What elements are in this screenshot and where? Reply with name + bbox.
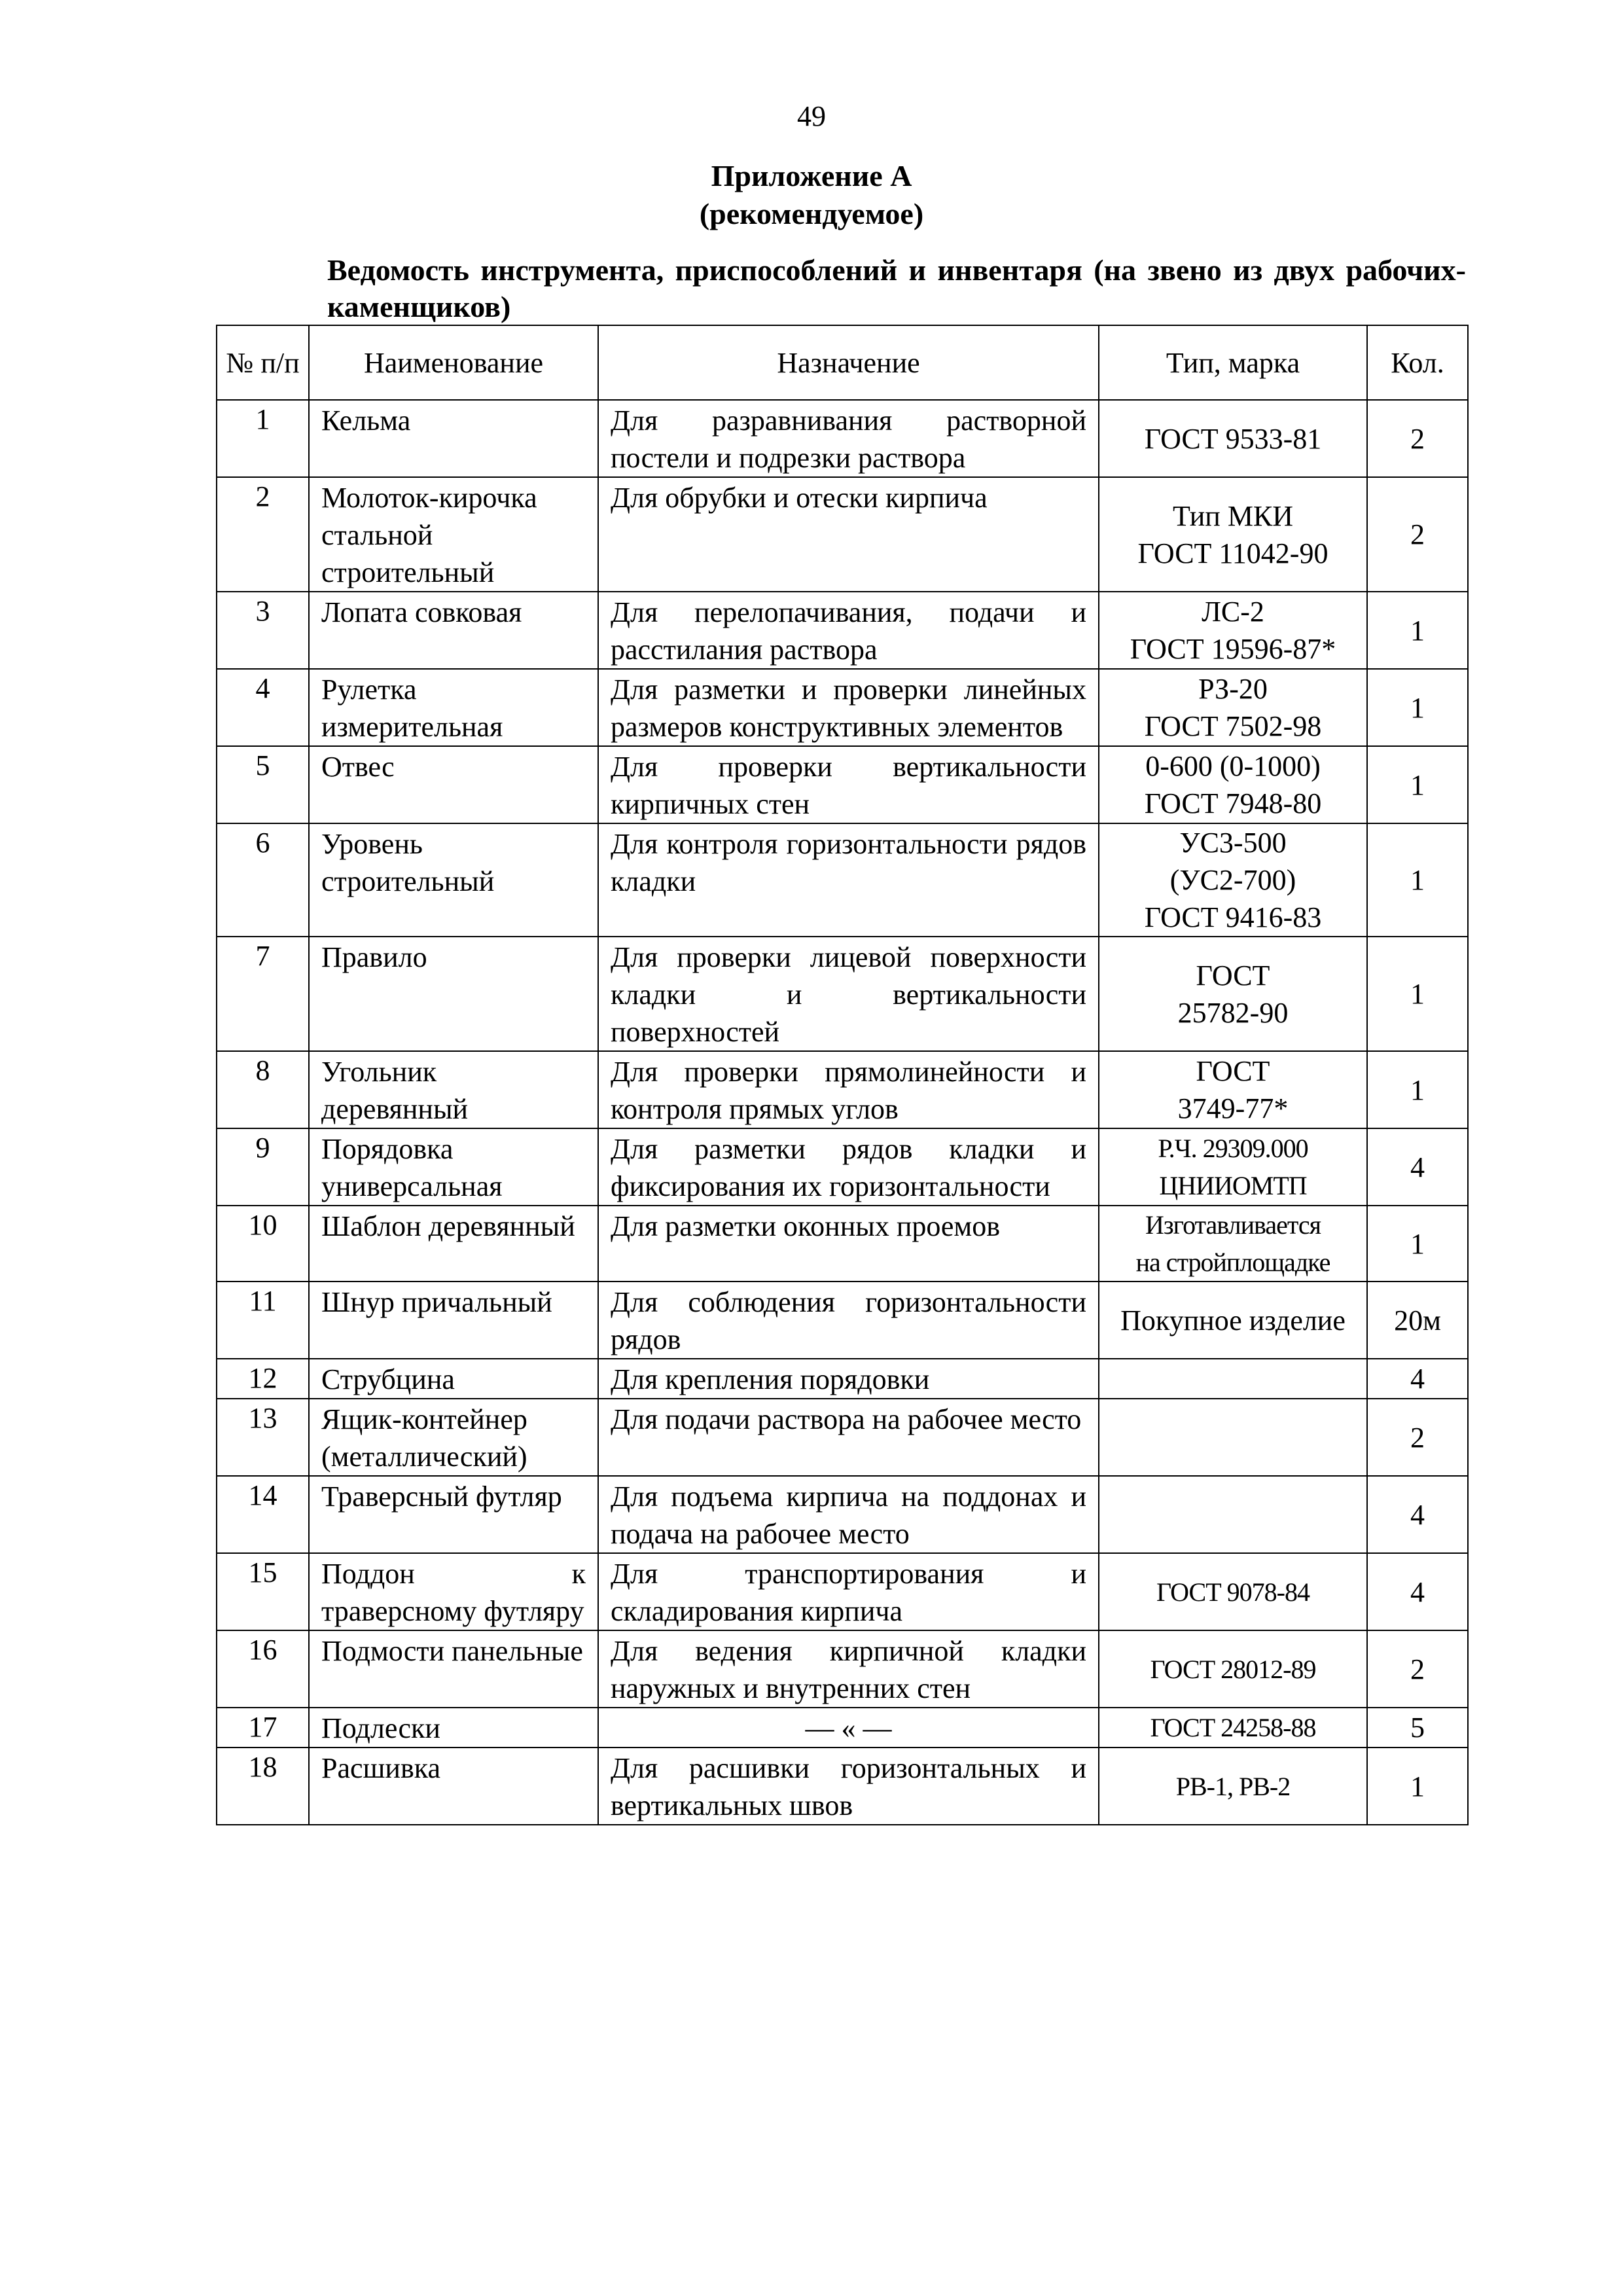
row-type: Тип МКИ ГОСТ 11042-90 [1099, 477, 1367, 592]
row-purpose: Для крепления порядовки [598, 1359, 1099, 1399]
row-type: ГОСТ 24258-88 [1099, 1708, 1367, 1748]
row-qty: 5 [1367, 1708, 1468, 1748]
row-qty: 1 [1367, 1748, 1468, 1825]
row-qty: 1 [1367, 937, 1468, 1051]
row-type: ГОСТ 9533-81 [1099, 400, 1367, 477]
row-number: 8 [217, 1051, 309, 1128]
row-type: ГОСТ 25782-90 [1099, 937, 1367, 1051]
row-name: Шнур причальный [309, 1282, 598, 1359]
table-row [217, 1282, 1468, 1359]
table-header-row [217, 325, 1468, 400]
table-row [217, 669, 1468, 746]
table-row [217, 1359, 1468, 1399]
row-name: Угольник деревянный [309, 1051, 598, 1128]
row-purpose: Для разметки оконных проемов [598, 1206, 1099, 1282]
row-qty: 1 [1367, 592, 1468, 669]
row-qty: 4 [1367, 1476, 1468, 1553]
row-type: 0-600 (0-1000) ГОСТ 7948-80 [1099, 746, 1367, 823]
row-name: Уровень строительный [309, 823, 598, 937]
row-name: Порядовка универсальная [309, 1128, 598, 1206]
row-name: Расшивка [309, 1748, 598, 1825]
header-type: Тип, марка [1099, 325, 1367, 400]
table-row [217, 1206, 1468, 1282]
row-type: ГОСТ 3749-77* [1099, 1051, 1367, 1128]
row-number: 6 [217, 823, 309, 937]
row-purpose: Для контроля горизонтальности рядов кладки [598, 823, 1099, 937]
row-purpose: Для соблюдения горизонтальности рядов [598, 1282, 1099, 1359]
row-number: 9 [217, 1128, 309, 1206]
table-row [217, 1399, 1468, 1476]
table-row [217, 1630, 1468, 1708]
row-name: Отвес [309, 746, 598, 823]
row-qty: 1 [1367, 1206, 1468, 1282]
table-row [217, 937, 1468, 1051]
row-purpose: — « — [598, 1708, 1099, 1748]
header-purpose: Назначение [598, 325, 1099, 400]
table-row [217, 1476, 1468, 1553]
row-number: 11 [217, 1282, 309, 1359]
table-row [217, 1708, 1468, 1748]
row-qty: 1 [1367, 746, 1468, 823]
row-qty: 2 [1367, 477, 1468, 592]
row-type: ГОСТ 9078-84 [1099, 1553, 1367, 1630]
row-name: Молоток-кирочка стальной строительный [309, 477, 598, 592]
row-purpose: Для подъема кирпича на поддонах и подача на рабочее место [598, 1476, 1099, 1553]
table-row [217, 1051, 1468, 1128]
row-name: Шаблон деревянный [309, 1206, 598, 1282]
row-name: Подлески [309, 1708, 598, 1748]
header-name: Наименование [309, 325, 598, 400]
row-qty: 1 [1367, 1051, 1468, 1128]
row-qty: 2 [1367, 1630, 1468, 1708]
row-number: 2 [217, 477, 309, 592]
row-type [1099, 1476, 1367, 1553]
row-purpose: Для транспортирования и складирования кирпича [598, 1553, 1099, 1630]
row-type: Изготавливается на стройплощадке [1099, 1206, 1367, 1282]
row-type: Р.Ч. 29309.000 ЦНИИОМТП [1099, 1128, 1367, 1206]
row-purpose: Для разметки и проверки линейных размеров конструктивных элементов [598, 669, 1099, 746]
row-purpose: Для расшивки горизонтальных и вертикальных швов [598, 1748, 1099, 1825]
row-name: Лопата совковая [309, 592, 598, 669]
row-type: Покупное изделие [1099, 1282, 1367, 1359]
row-number: 15 [217, 1553, 309, 1630]
table-caption: Ведомость инструмента, приспособлений и инвентаря (на звено из двух рабочих-каменщиков) [327, 253, 1466, 323]
row-number: 4 [217, 669, 309, 746]
row-qty: 2 [1367, 1399, 1468, 1476]
row-type: УС3-500 (УС2-700) ГОСТ 9416-83 [1099, 823, 1367, 937]
appendix-subtitle: (рекомендуемое) [699, 197, 924, 230]
row-type: ГОСТ 28012-89 [1099, 1630, 1367, 1708]
tools-table [216, 325, 1469, 1825]
row-number: 1 [217, 400, 309, 477]
row-type: РВ-1, РВ-2 [1099, 1748, 1367, 1825]
row-purpose: Для ведения кирпичной кладки наружных и внутренних стен [598, 1630, 1099, 1708]
table-row [217, 1128, 1468, 1206]
table-row [217, 1748, 1468, 1825]
row-type [1099, 1399, 1367, 1476]
row-number: 17 [217, 1708, 309, 1748]
row-qty: 1 [1367, 669, 1468, 746]
row-number: 5 [217, 746, 309, 823]
row-purpose: Для проверки вертикальности кирпичных стен [598, 746, 1099, 823]
row-type: РЗ-20 ГОСТ 7502-98 [1099, 669, 1367, 746]
header-number: № п/п [217, 325, 309, 400]
row-purpose: Для проверки лицевой поверхности кладки и вертикальности поверхностей [598, 937, 1099, 1051]
row-name: Рулетка измерительная [309, 669, 598, 746]
row-type [1099, 1359, 1367, 1399]
row-qty: 2 [1367, 400, 1468, 477]
row-number: 18 [217, 1748, 309, 1825]
row-purpose: Для подачи раствора на рабочее место [598, 1399, 1099, 1476]
row-qty: 1 [1367, 823, 1468, 937]
table-row [217, 477, 1468, 592]
row-purpose: Для перелопачивания, подачи и расстилания раствора [598, 592, 1099, 669]
row-name: Кельма [309, 400, 598, 477]
row-number: 12 [217, 1359, 309, 1399]
row-purpose: Для разметки рядов кладки и фиксирования их горизонтальности [598, 1128, 1099, 1206]
table-row [217, 746, 1468, 823]
table-row [217, 1553, 1468, 1630]
row-purpose: Для разравнивания растворной постели и подрезки раствора [598, 400, 1099, 477]
page-number: 49 [797, 100, 826, 132]
row-name: Поддон к траверсному футляру [309, 1553, 598, 1630]
row-name: Траверсный футляр [309, 1476, 598, 1553]
row-number: 13 [217, 1399, 309, 1476]
row-type: ЛС-2 ГОСТ 19596-87* [1099, 592, 1367, 669]
row-qty: 4 [1367, 1553, 1468, 1630]
appendix-title: Приложение А [711, 159, 912, 192]
row-name: Правило [309, 937, 598, 1051]
row-number: 3 [217, 592, 309, 669]
row-number: 10 [217, 1206, 309, 1282]
row-qty: 4 [1367, 1128, 1468, 1206]
row-name: Струбцина [309, 1359, 598, 1399]
table-row [217, 400, 1468, 477]
row-name: Ящик-контейнер (металлический) [309, 1399, 598, 1476]
header-qty: Кол. [1367, 325, 1468, 400]
table-row [217, 823, 1468, 937]
row-name: Подмости панельные [309, 1630, 598, 1708]
row-qty: 4 [1367, 1359, 1468, 1399]
table-row [217, 592, 1468, 669]
row-purpose: Для проверки прямолинейности и контроля прямых углов [598, 1051, 1099, 1128]
row-purpose: Для обрубки и отески кирпича [598, 477, 1099, 592]
row-qty: 20м [1367, 1282, 1468, 1359]
row-number: 16 [217, 1630, 309, 1708]
row-number: 14 [217, 1476, 309, 1553]
row-number: 7 [217, 937, 309, 1051]
